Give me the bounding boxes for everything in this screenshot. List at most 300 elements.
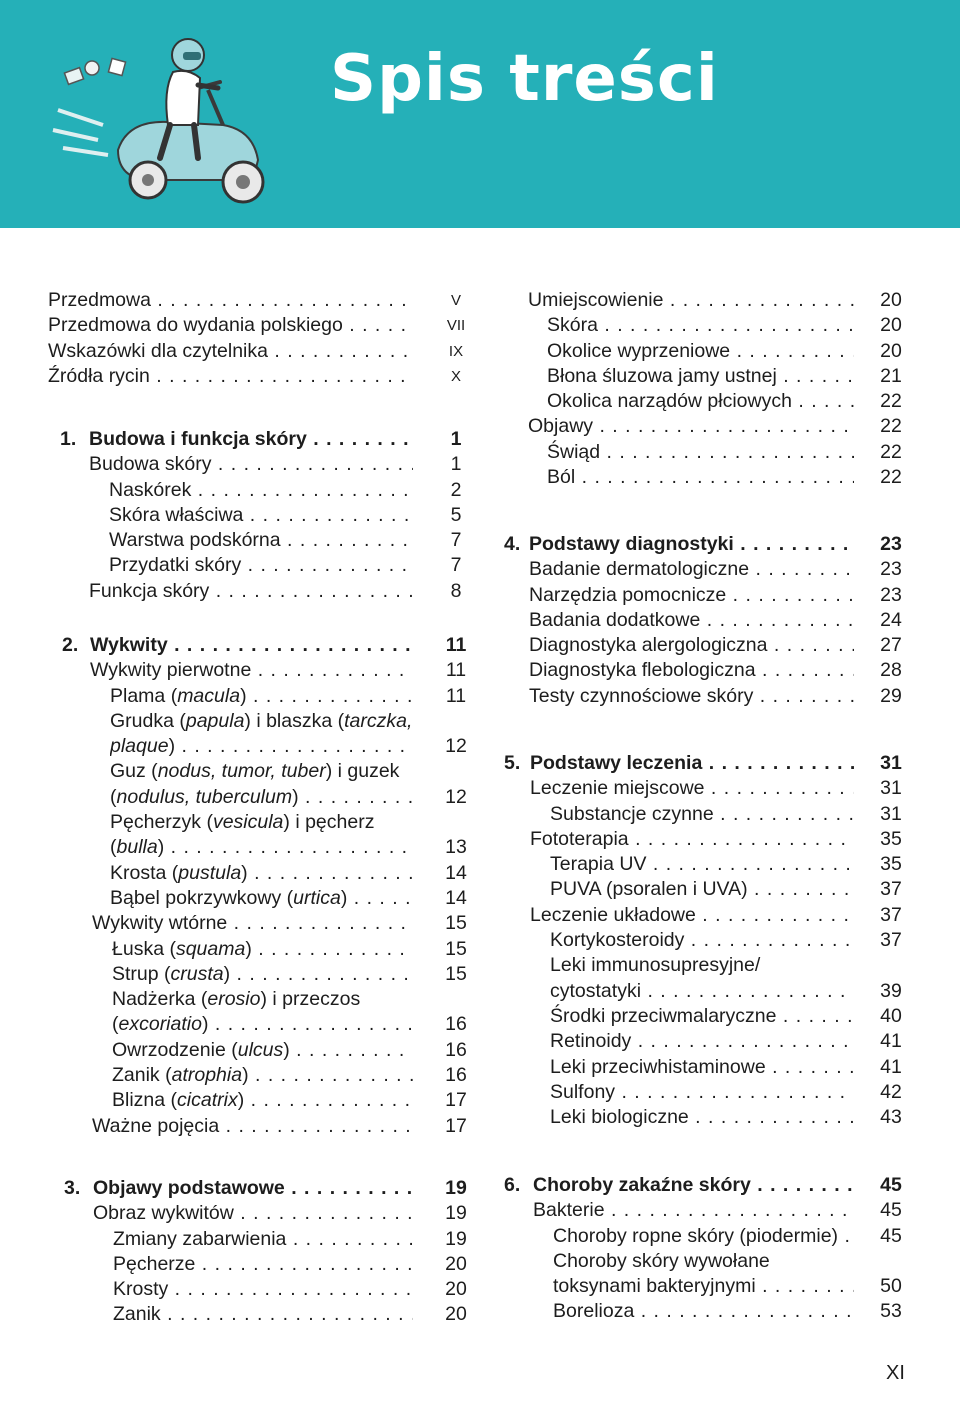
entry-text: Krosta ( (110, 861, 179, 884)
entry-text: Bąbel pokrzywkowy ( (110, 886, 294, 909)
page-number-ref: 35 (880, 853, 902, 876)
toc-entry-row[interactable] (504, 877, 904, 902)
page-number-ref: 1 (450, 453, 462, 476)
page-number-ref: 20 (880, 314, 902, 337)
entry-text: ) (157, 836, 165, 859)
entry-text: ( (110, 836, 117, 859)
toc-column-right (504, 288, 904, 490)
toc-entry-title (89, 579, 413, 604)
entry-text: Przydatki skóry (109, 554, 242, 577)
entry-text: ) (283, 1038, 290, 1061)
toc-entry-title (110, 861, 413, 886)
toc-entry-row[interactable] (48, 1277, 468, 1302)
latin-term: papula (185, 709, 245, 732)
toc-entry-row[interactable] (504, 979, 904, 1004)
entry-text: ) (245, 937, 252, 960)
toc-entry-title (529, 608, 854, 633)
toc-entry-row[interactable] (504, 1055, 904, 1080)
page-number-ref: 8 (450, 579, 462, 602)
page-number-ref: 19 (445, 1227, 467, 1250)
entry-text: Źródła rycin (48, 364, 150, 387)
toc-entry-title (110, 886, 413, 911)
toc-entry-row[interactable] (48, 1088, 468, 1113)
entry-text: ) (242, 1064, 249, 1087)
page-number-ref: 15 (445, 912, 467, 935)
latin-term: pustula (178, 861, 242, 884)
page-number-ref: 37 (880, 929, 902, 952)
toc-entry-row[interactable] (504, 557, 904, 582)
page-number-ref: 12 (445, 785, 467, 808)
page-number-ref: 15 (445, 962, 467, 985)
entry-text: ) (241, 861, 248, 884)
toc-entry-title (550, 1105, 854, 1130)
toc-entry-row[interactable] (48, 1038, 468, 1063)
entry-text: Leki biologiczne (550, 1106, 689, 1129)
toc-entry-row[interactable] (504, 313, 904, 338)
entry-text: Leki immunosupresyjne/ (550, 954, 761, 977)
toc-chapter-row[interactable] (504, 532, 904, 557)
entry-text: ) (201, 1013, 209, 1036)
toc-entry-row[interactable] (504, 953, 904, 978)
page-number-ref: 14 (445, 861, 467, 884)
toc-chapter-row[interactable] (504, 1173, 904, 1198)
toc-entry-row[interactable] (504, 658, 904, 683)
page-number-ref: 20 (445, 1278, 467, 1301)
entry-text: Budowa skóry (89, 453, 212, 476)
toc-entry-row[interactable] (48, 1063, 468, 1088)
toc-entry-title (93, 1201, 413, 1226)
toc-entry-row[interactable] (504, 802, 904, 827)
toc-entry-title (113, 1277, 413, 1302)
entry-text: Nadżerka ( (112, 988, 208, 1011)
page-number-ref: 27 (880, 634, 902, 657)
page-number-ref: 12 (445, 735, 467, 758)
toc-entry-title (547, 313, 854, 338)
chapter-number: 4. (504, 533, 521, 555)
entry-text: ) (168, 735, 176, 758)
entry-text: ) i guzek (325, 760, 400, 783)
toc-entry-row[interactable] (48, 987, 468, 1012)
toc-entry-row[interactable] (504, 288, 904, 313)
entry-text: Narzędzia pomocnicze (529, 583, 727, 606)
page-number-ref: 39 (880, 979, 902, 1002)
toc-entry-row[interactable] (504, 903, 904, 928)
entry-text: Testy czynnościowe skóry (529, 684, 754, 707)
toc-entry-row[interactable] (504, 364, 904, 389)
toc-entry-row[interactable] (48, 503, 468, 528)
entry-text: Naskórek (109, 478, 192, 501)
toc-entry-row[interactable] (48, 759, 468, 784)
toc-entry-row[interactable] (504, 1274, 904, 1299)
page-number-ref: 22 (880, 415, 902, 438)
toc-entry-row[interactable] (48, 452, 468, 477)
toc-entry-row[interactable] (504, 1249, 904, 1274)
latin-term: atrophia (171, 1064, 243, 1087)
page-number-ref: 17 (445, 1114, 467, 1137)
page-number-ref: 53 (880, 1300, 902, 1323)
toc-entry-title (533, 1173, 854, 1198)
toc-entry-row[interactable] (48, 478, 468, 503)
entry-text: Borelioza (553, 1300, 635, 1323)
toc-entry-row[interactable] (48, 658, 468, 683)
toc-entry-row[interactable] (48, 835, 468, 860)
page-number-ref: 20 (880, 289, 902, 311)
toc-entry-title (112, 1012, 413, 1037)
toc-entry-row[interactable] (504, 776, 904, 801)
toc-column-left (48, 633, 468, 1139)
toc-entry-row[interactable] (504, 852, 904, 877)
page-number-ref: 23 (880, 533, 902, 555)
toc-entry-title (109, 478, 413, 503)
page-number-ref: 16 (445, 1064, 467, 1087)
toc-entry-title (547, 364, 854, 389)
toc-entry-title (550, 1055, 854, 1080)
latin-term: urtica (293, 886, 341, 909)
toc-entry-title (530, 751, 854, 776)
page-title: Spis treści (330, 42, 719, 116)
entry-text: Badanie dermatologiczne (529, 558, 750, 581)
toc-entry-title (92, 1114, 413, 1139)
entry-text: Pęcherze (113, 1252, 196, 1275)
entry-text: Środki przeciwmalaryczne (550, 1004, 777, 1027)
page-number-ref: 45 (880, 1224, 902, 1247)
entry-text: Leczenie miejscowe (530, 777, 705, 800)
toc-entry-row[interactable] (48, 553, 468, 578)
entry-text: cytostatyki (550, 979, 642, 1002)
toc-entry-row[interactable] (48, 886, 468, 911)
entry-text: Kortykosteroidy (550, 929, 685, 952)
toc-entry-title (550, 1029, 854, 1054)
toc-entry-title (90, 633, 413, 658)
entry-text: Obraz wykwitów (93, 1202, 234, 1225)
latin-term: macula (177, 684, 241, 707)
toc-entry-row[interactable] (504, 389, 904, 414)
entry-text: Wykwity pierwotne (90, 659, 252, 682)
toc-entry-title (110, 709, 413, 734)
latin-term: erosio (207, 988, 261, 1011)
toc-entry-row[interactable] (504, 1105, 904, 1130)
chapter-number: 1. (60, 428, 77, 450)
toc-entry-row[interactable] (504, 1004, 904, 1029)
toc-entry-title (110, 810, 413, 835)
toc-entry-title (550, 979, 854, 1004)
page-number-ref: 37 (880, 903, 902, 926)
toc-column-right (504, 532, 904, 709)
toc-column-left (48, 427, 468, 604)
toc-entry-row[interactable] (48, 1252, 468, 1277)
entry-text: Wskazówki dla czytelnika (48, 339, 268, 362)
page-number-ref: 24 (880, 608, 902, 631)
toc-entry-title (48, 339, 413, 364)
toc-entry-title (48, 364, 413, 389)
page-number-ref: 11 (445, 634, 467, 656)
page-number-ref: 20 (880, 339, 902, 362)
toc-entry-row[interactable] (48, 579, 468, 604)
toc-entry-title (112, 937, 413, 962)
entry-text: Substancje czynne (550, 802, 714, 825)
latin-term: bulla (116, 836, 158, 859)
toc-entry-row[interactable] (504, 339, 904, 364)
page-number-ref: 31 (880, 777, 902, 800)
entry-text: Krosty (113, 1278, 169, 1301)
toc-entry-row[interactable] (504, 465, 904, 490)
latin-term: plaque (110, 735, 169, 758)
page-number-ref: 50 (880, 1275, 902, 1298)
page-number-ref: 17 (445, 1089, 467, 1112)
toc-entry-title (89, 452, 413, 477)
toc-entry-title (89, 427, 413, 452)
page-number-ref: 22 (880, 390, 902, 413)
page-number-ref: 40 (880, 1004, 902, 1027)
entry-text: Sulfony (550, 1080, 616, 1103)
toc-entry-title (90, 658, 413, 683)
toc-entry-title (550, 802, 854, 827)
entry-text: Grudka ( (110, 709, 186, 732)
toc-entry-title (529, 557, 854, 582)
entry-text: ) (240, 684, 247, 707)
entry-text: ) i blaszka ( (244, 709, 345, 732)
page-number-ref: V (450, 292, 461, 309)
toc-entry-title (112, 1063, 413, 1088)
page-number-ref: 7 (450, 529, 462, 552)
toc-entry-title (553, 1274, 854, 1299)
toc-entry-row[interactable] (504, 414, 904, 439)
page-number-ref: 22 (880, 440, 902, 463)
toc-entry-row[interactable] (48, 364, 468, 389)
toc-chapter-row[interactable] (48, 633, 468, 658)
entry-text: Leki przeciwhistaminowe (550, 1055, 766, 1078)
entry-text: Badania dodatkowe (529, 608, 701, 631)
toc-entry-title (112, 987, 413, 1012)
toc-entry-row[interactable] (48, 684, 468, 709)
toc-entry-title (547, 440, 854, 465)
toc-entry-title (550, 1080, 854, 1105)
entry-text: ) (223, 962, 231, 985)
page-number-ref: 31 (880, 802, 902, 825)
toc-entry-row[interactable] (48, 861, 468, 886)
entry-text: Ważne pojęcia (92, 1114, 220, 1137)
toc-entry-row[interactable] (48, 937, 468, 962)
toc-entry-row[interactable] (48, 709, 468, 734)
toc-entry-row[interactable] (48, 339, 468, 364)
toc-entry-title (113, 1252, 413, 1277)
toc-entry-title (110, 734, 413, 759)
toc-entry-title (533, 1198, 854, 1223)
toc-entry-row[interactable] (48, 313, 468, 338)
page-number-ref: 11 (445, 659, 467, 682)
toc-entry-title (550, 852, 854, 877)
page-number-ref: 19 (445, 1177, 467, 1199)
toc-entry-row[interactable] (48, 734, 468, 759)
toc-column-left (48, 288, 468, 389)
page-number-ref: 13 (445, 836, 467, 859)
entry-text: Okolice wyprzeniowe (547, 339, 731, 362)
toc-entry-row[interactable] (504, 1080, 904, 1105)
toc-entry-title (113, 1302, 413, 1327)
toc-entry-title (112, 1088, 413, 1113)
toc-entry-row[interactable] (48, 1012, 468, 1037)
toc-entry-row[interactable] (48, 785, 468, 810)
entry-text: Wykwity (90, 634, 168, 656)
toc-entry-row[interactable] (504, 1029, 904, 1054)
toc-entry-row[interactable] (48, 810, 468, 835)
toc-entry-title (109, 503, 413, 528)
toc-entry-title (550, 877, 854, 902)
scooter-rider-illustration-icon (48, 30, 288, 210)
toc-entry-row[interactable] (48, 1302, 468, 1327)
page-number-ref: 45 (880, 1199, 902, 1222)
entry-text: ) (292, 785, 299, 808)
entry-text: ) (340, 886, 348, 909)
entry-text: Blizna ( (112, 1089, 178, 1112)
toc-entry-row[interactable] (504, 440, 904, 465)
entry-text: Choroby ropne skóry (piodermie) (553, 1224, 839, 1247)
toc-entry-title (113, 1227, 413, 1252)
page-number-ref: 5 (450, 503, 462, 526)
toc-entry-row[interactable] (48, 528, 468, 553)
entry-text: ) (237, 1089, 245, 1112)
entry-text: Warstwa podskórna (109, 529, 281, 552)
entry-text: ) i pęcherz (283, 811, 375, 834)
entry-text: Skóra właściwa (109, 503, 244, 526)
toc-chapter-row[interactable] (48, 427, 468, 452)
entry-text: Strup ( (112, 962, 171, 985)
latin-term: cicatrix (177, 1089, 238, 1112)
page-number-ref: 22 (880, 466, 902, 489)
toc-chapter-row[interactable] (48, 1176, 468, 1201)
page-number-ref: 28 (880, 659, 902, 682)
entry-text: Łuska ( (112, 937, 176, 960)
page-number: XI (886, 1362, 905, 1384)
entry-text: Błona śluzowa jamy ustnej (547, 364, 777, 387)
toc-column-right (504, 1173, 904, 1325)
toc-entry-title (529, 633, 854, 658)
entry-text: Skóra (547, 314, 598, 337)
toc-column-left (48, 1176, 468, 1328)
toc-entry-row[interactable] (48, 1227, 468, 1252)
entry-text: Funkcja skóry (89, 579, 210, 602)
toc-entry-title (109, 553, 413, 578)
page-number-ref: 41 (880, 1030, 902, 1053)
latin-term: crusta (170, 962, 224, 985)
toc-entry-title (48, 313, 413, 338)
page-number-ref: 20 (445, 1252, 467, 1275)
entry-text: Świąd (547, 440, 601, 463)
toc-entry-title (553, 1249, 854, 1274)
latin-term: ulcus (237, 1038, 284, 1061)
page-number-ref: 19 (445, 1202, 467, 1225)
page-number-ref: 43 (880, 1106, 902, 1129)
toc-entry-row[interactable] (504, 827, 904, 852)
toc-entry-row[interactable] (504, 608, 904, 633)
toc-entry-title (529, 684, 854, 709)
entry-text: Choroby skóry wywołane (553, 1249, 770, 1272)
toc-entry-row[interactable] (504, 1299, 904, 1324)
toc-chapter-row[interactable] (504, 751, 904, 776)
entry-text: ) i przeczos (260, 988, 361, 1011)
entry-text: Objawy (528, 415, 594, 438)
entry-text: Przedmowa do wydania polskiego (48, 314, 343, 337)
latin-term: squama (175, 937, 246, 960)
entry-text: Terapia UV (550, 853, 647, 876)
toc-entry-title (553, 1224, 854, 1249)
toc-entry-title (547, 389, 854, 414)
page-number-ref: 7 (450, 554, 462, 577)
page-number-ref: 16 (445, 1013, 467, 1036)
page-number-ref: 42 (880, 1080, 902, 1103)
toc-entry-title (530, 903, 854, 928)
entry-text: Ból (547, 466, 576, 489)
entry-text: Umiejscowienie (528, 289, 664, 311)
latin-term: excoriatio (118, 1013, 202, 1036)
toc-entry-title (92, 911, 413, 936)
page-number-ref: 41 (880, 1055, 902, 1078)
toc-entry-row[interactable] (504, 1198, 904, 1223)
page-number-ref: 37 (880, 878, 902, 901)
toc-entry-title (112, 962, 413, 987)
entry-text: Okolica narządów płciowych (547, 390, 792, 413)
toc-entry-row[interactable] (504, 684, 904, 709)
toc-entry-row[interactable] (504, 1224, 904, 1249)
toc-entry-title (550, 953, 854, 978)
header-banner (0, 0, 960, 228)
page-number-ref: 2 (450, 478, 462, 501)
toc-entry-title (109, 528, 413, 553)
toc-entry-row[interactable] (504, 928, 904, 953)
toc-entry-row[interactable] (48, 1201, 468, 1226)
entry-text: Objawy podstawowe (93, 1177, 285, 1199)
page-number-ref: 29 (880, 684, 902, 707)
page-number-ref: 15 (445, 937, 467, 960)
page-number-ref: 1 (450, 428, 462, 450)
page-number-ref: 16 (445, 1038, 467, 1061)
toc-entry-title (529, 532, 854, 557)
toc-entry-title (528, 288, 854, 313)
entry-text: Pęcherzyk ( (110, 811, 213, 834)
entry-text: Diagnostyka alergologiczna (529, 634, 768, 657)
latin-term: tarczka, (344, 709, 413, 732)
toc-entry-title (550, 1004, 854, 1029)
latin-term: vesicula (212, 811, 284, 834)
toc-entry-row[interactable] (504, 633, 904, 658)
toc-entry-title (528, 414, 854, 439)
toc-entry-title (553, 1299, 854, 1324)
toc-entry-row[interactable] (48, 911, 468, 936)
entry-text: Bakterie (533, 1199, 605, 1222)
page-number-ref: 23 (880, 583, 902, 606)
page-number-ref: 14 (445, 886, 467, 909)
chapter-number: 5. (504, 752, 521, 774)
page-number-ref: X (450, 367, 461, 385)
chapter-number: 2. (62, 634, 79, 656)
entry-text: Owrzodzenie ( (112, 1038, 238, 1061)
toc-entry-title (48, 288, 413, 313)
toc-entry-row[interactable] (504, 583, 904, 608)
latin-term: nodulus, tuberculum (116, 785, 293, 808)
toc-entry-title (547, 339, 854, 364)
entry-text: Zmiany zabarwienia (113, 1227, 287, 1250)
toc-entry-title (93, 1176, 413, 1201)
page-number-ref: 20 (445, 1303, 467, 1326)
entry-text: Choroby zakaźne skóry (533, 1174, 751, 1196)
page-number-ref: 21 (880, 364, 902, 387)
toc-entry-row[interactable] (48, 1114, 468, 1139)
entry-text: Diagnostyka flebologiczna (529, 659, 756, 682)
toc-entry-row[interactable] (48, 288, 468, 313)
toc-entry-row[interactable] (48, 962, 468, 987)
toc-entry-title (530, 776, 854, 801)
entry-text: Plama ( (110, 684, 178, 707)
